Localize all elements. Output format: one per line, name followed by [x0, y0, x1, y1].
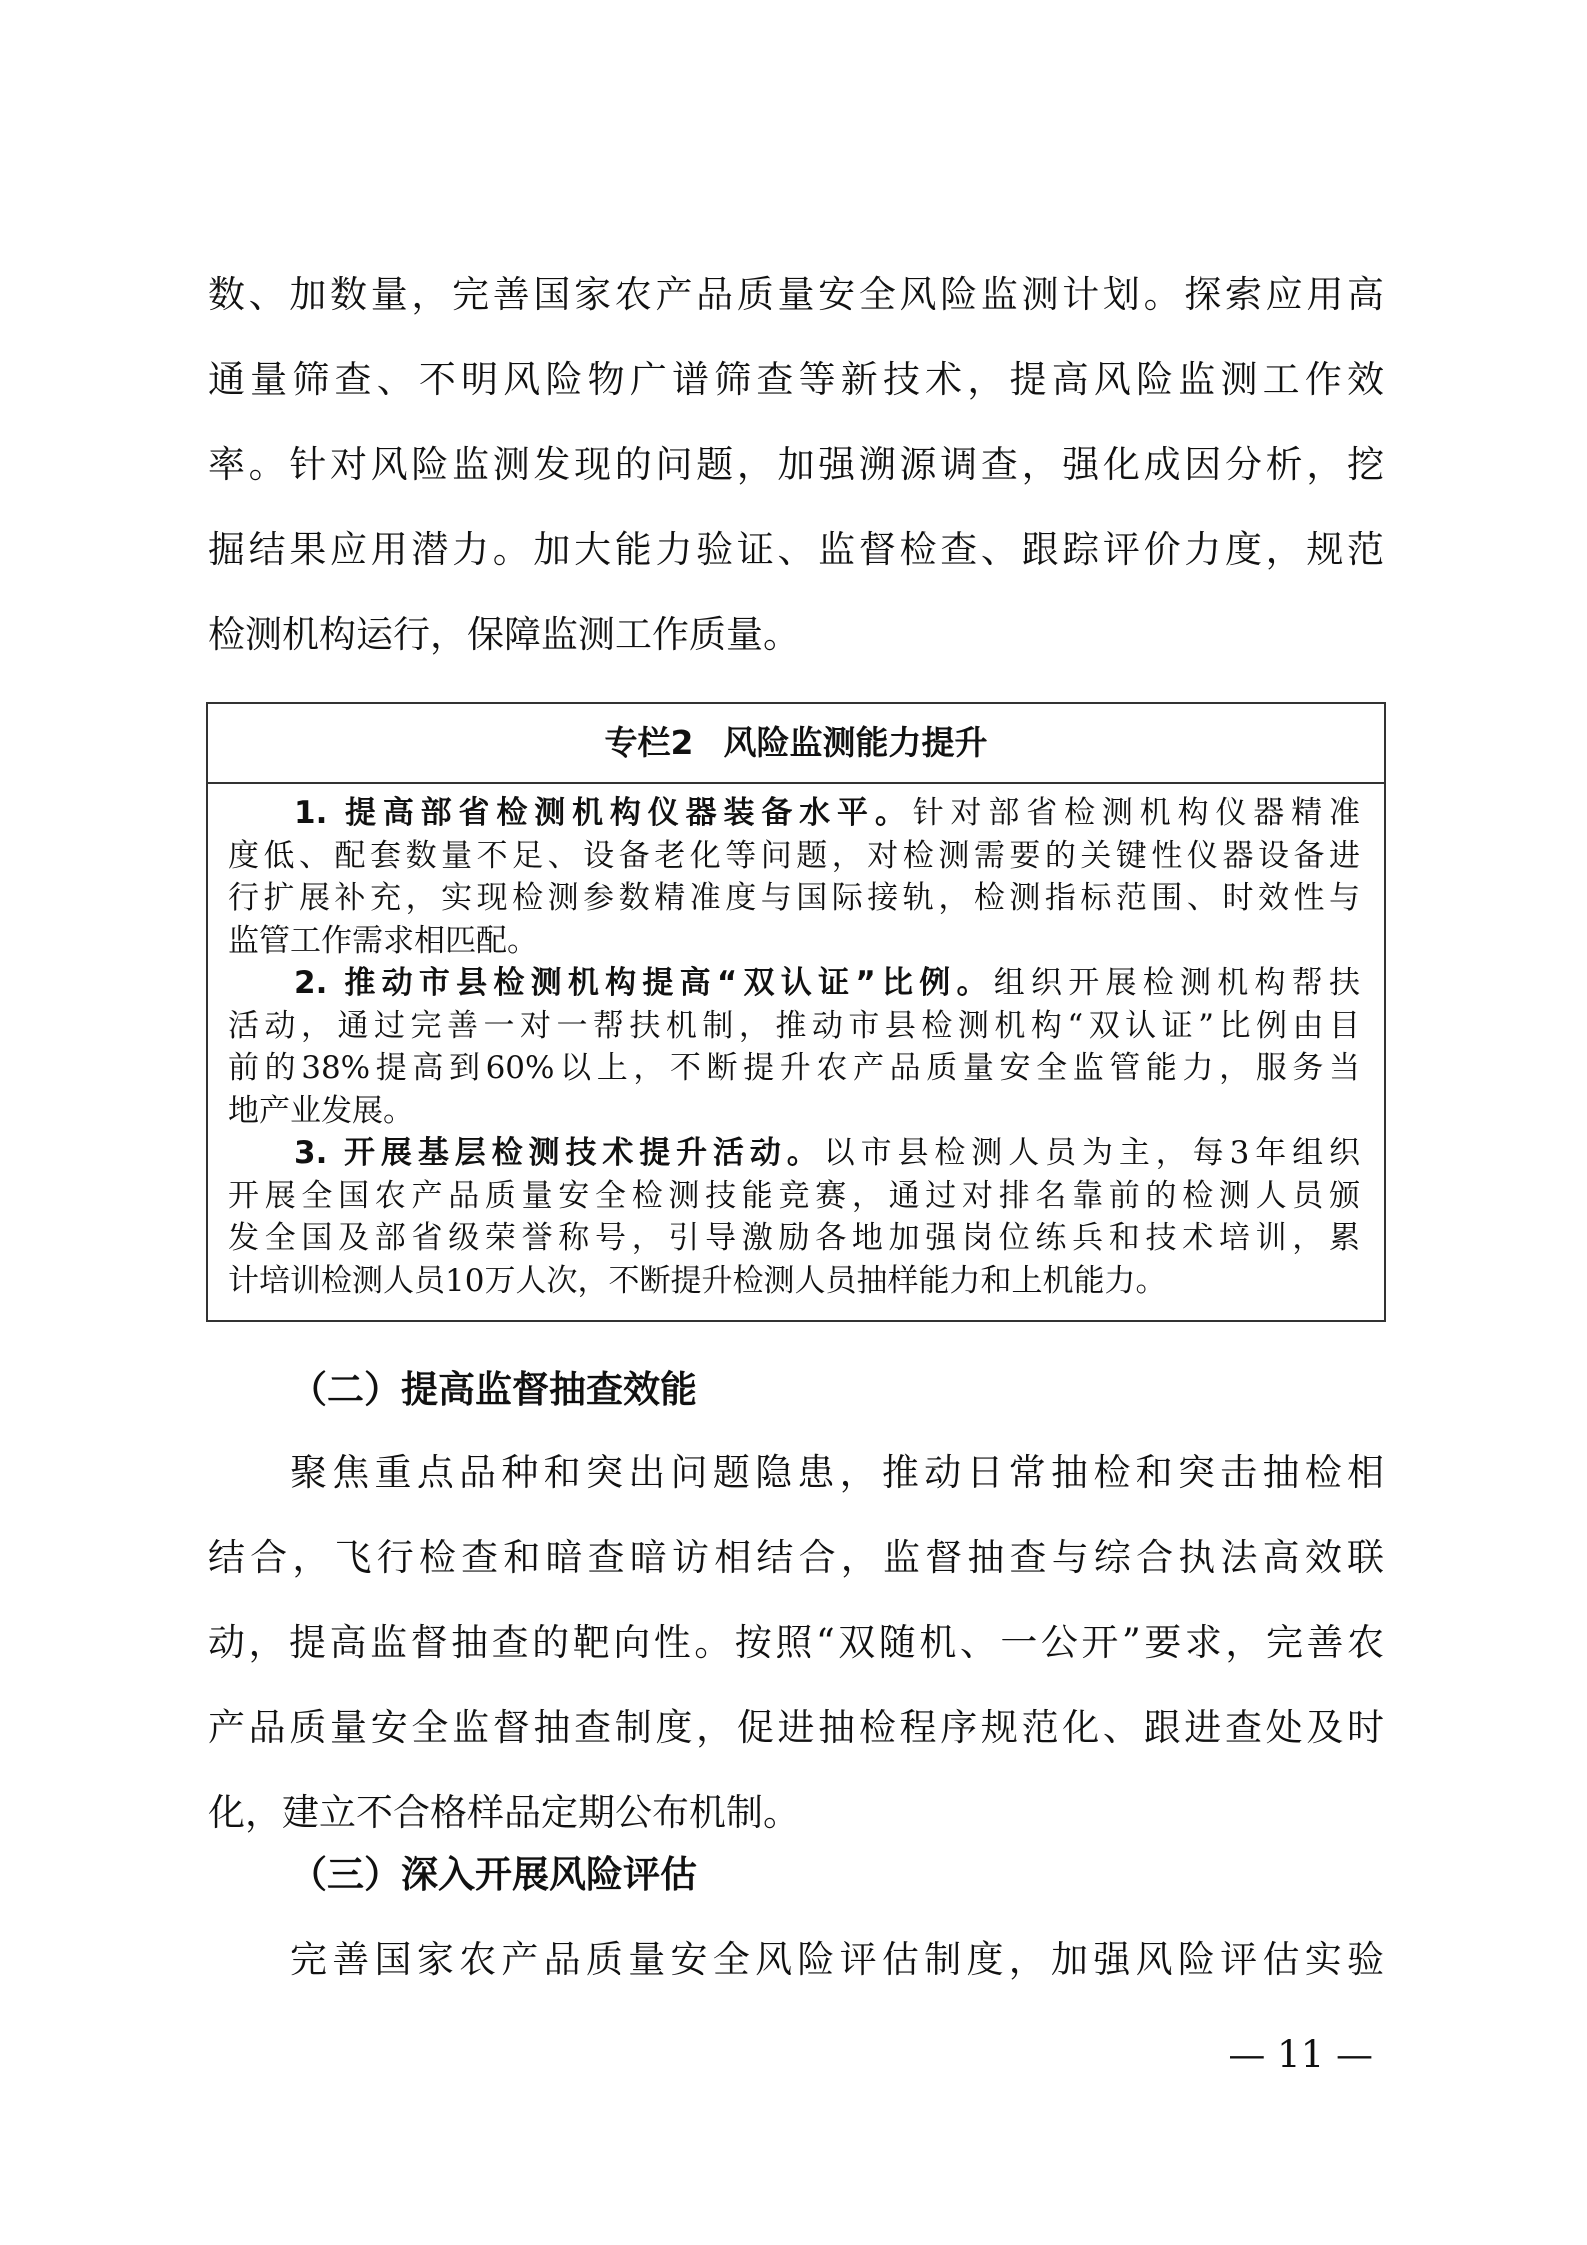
text-line: 结合，飞行检查和暗查暗访相结合，监督抽查与综合执法高效联	[208, 1536, 1384, 1579]
item-line: 开展全国农产品质量安全检测技能竞赛，通过对排名靠前的检测人员颁	[228, 1177, 1360, 1214]
column-box-body	[208, 784, 1384, 1302]
text-line: 数、加数量，完善国家农产品质量安全风险监测计划。探索应用高	[208, 273, 1384, 316]
item-lead: 1. 提高部省检测机构仪器装备水平。	[294, 795, 913, 831]
column-item-2	[228, 962, 1360, 1132]
item-line: 监管工作需求相匹配。	[228, 922, 538, 959]
item-rest: 针对部省检测机构仪器精准	[912, 795, 1360, 831]
column-title-text: 风险监测能力提升	[723, 723, 988, 762]
section-heading-risk-assessment: （三）深入开展风险评估	[290, 1853, 697, 1896]
text-line: 聚焦重点品种和突出问题隐患，推动日常抽检和突击抽检相	[290, 1451, 1384, 1494]
paragraph-risk-monitoring	[208, 252, 1384, 677]
item-rest: 以市县检测人员为主，每3年组织	[823, 1135, 1360, 1171]
text-line: 掘结果应用潜力。加大能力验证、监督检查、跟踪评价力度，规范	[208, 528, 1384, 571]
item-line: 行扩展补充，实现检测参数精准度与国际接轨，检测指标范围、时效性与	[228, 880, 1360, 916]
item-lead: 2. 推动市县检测机构提高“双认证”比例。	[294, 965, 994, 1001]
column-item-3	[228, 1132, 1360, 1302]
item-first-line	[228, 962, 1360, 1005]
item-lead: 3. 开展基层检测技术提升活动。	[294, 1135, 824, 1171]
item-line: 度低、配套数量不足、设备老化等问题，对检测需要的关键性仪器设备进	[228, 837, 1360, 874]
text-line: 率。针对风险监测发现的问题，加强溯源调查，强化成因分析，挖	[208, 443, 1384, 486]
text-line: 通量筛查、不明风险物广谱筛查等新技术，提高风险监测工作效	[208, 358, 1384, 401]
item-first-line	[228, 1132, 1360, 1175]
column-box-2	[206, 702, 1386, 1322]
text-line: 检测机构运行，保障监测工作质量。	[208, 613, 800, 656]
item-line: 地产业发展。	[228, 1092, 414, 1129]
column-box-title	[208, 704, 1384, 784]
column-item-1	[228, 792, 1360, 962]
item-rest: 组织开展检测机构帮扶	[993, 965, 1361, 1001]
item-line: 发全国及部省级荣誉称号，引导激励各地加强岗位练兵和技术培训，累	[228, 1220, 1360, 1256]
item-first-line	[228, 792, 1360, 835]
paragraph-supervision	[208, 1430, 1384, 1855]
column-label: 专栏2	[604, 723, 694, 762]
text-line: 完善国家农产品质量安全风险评估制度，加强风险评估实验	[290, 1938, 1384, 1981]
item-line: 活动，通过完善一对一帮扶机制，推动市县检测机构“双认证”比例由目	[228, 1007, 1360, 1044]
paragraph-risk-assessment	[208, 1917, 1384, 2002]
page-number: — 11 —	[1228, 2033, 1373, 2076]
text-line: 化，建立不合格样品定期公布机制。	[208, 1791, 800, 1834]
item-line: 计培训检测人员10万人次，不断提升检测人员抽样能力和上机能力。	[228, 1262, 1167, 1299]
text-line: 产品质量安全监督抽查制度，促进抽检程序规范化、跟进查处及时	[208, 1706, 1384, 1749]
section-heading-supervision: （二）提高监督抽查效能	[290, 1368, 697, 1411]
text-line: 动，提高监督抽查的靶向性。按照“双随机、一公开”要求，完善农	[208, 1621, 1384, 1664]
item-line: 前的38%提高到60%以上，不断提升农产品质量安全监管能力，服务当	[228, 1050, 1360, 1086]
